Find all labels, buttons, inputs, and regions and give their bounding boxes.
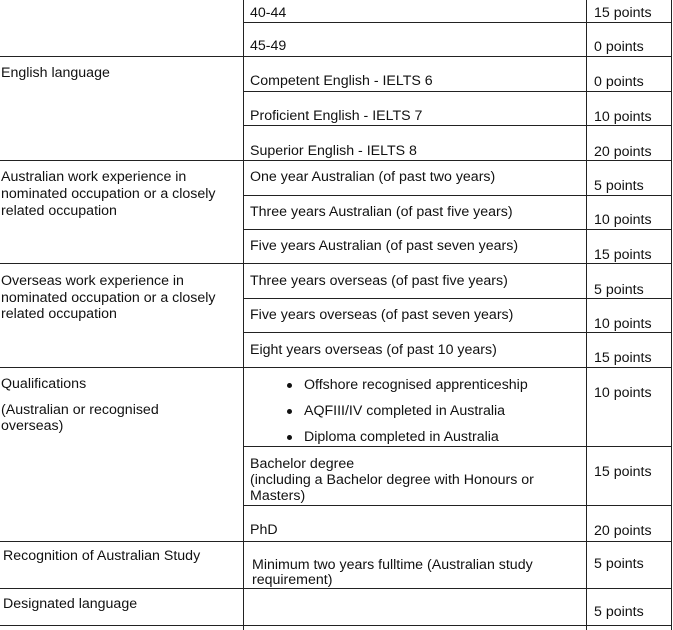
qualifications-factor-label: Qualifications xyxy=(1,376,87,392)
age-points: 15 points xyxy=(594,5,652,21)
qualifications-points: 10 points xyxy=(594,385,652,401)
overseas-work-criterion: Three years overseas (of past five years) xyxy=(250,273,508,289)
column-divider-right xyxy=(586,0,587,630)
subrow-border xyxy=(243,332,672,333)
qualification-bullet-item: Diploma completed in Australia xyxy=(304,429,499,445)
row-border xyxy=(0,160,672,161)
overseas-work-points: 10 points xyxy=(594,316,652,332)
aus-work-factor-label: Australian work experience in xyxy=(1,169,187,185)
aus-study-points: 5 points xyxy=(594,556,644,572)
aus-work-criterion: Five years Australian (of past seven years) xyxy=(250,238,519,254)
overseas-work-criterion: Five years overseas (of past seven years) xyxy=(250,307,514,323)
qualification-bullet-item: AQFIII/IV completed in Australia xyxy=(304,403,506,419)
english-criterion: Competent English - IELTS 6 xyxy=(250,73,433,89)
overseas-work-points: 5 points xyxy=(594,282,644,298)
aus-study-criterion: Minimum two years fulltime (Australian study xyxy=(252,557,533,573)
bullet-icon xyxy=(287,383,292,388)
row-border xyxy=(0,367,672,368)
designated-language-factor-label: Designated language xyxy=(3,596,138,612)
subrow-border xyxy=(243,505,672,506)
qualifications-factor-note: (Australian or recognised xyxy=(1,402,159,418)
table-right-border xyxy=(671,0,672,630)
aus-work-criterion: One year Australian (of past two years) xyxy=(250,169,496,185)
age-criterion: 40-44 xyxy=(250,5,287,21)
row-border xyxy=(0,541,672,542)
qualifications-factor-note: overseas) xyxy=(1,418,64,434)
overseas-work-criterion: Eight years overseas (of past 10 years) xyxy=(250,342,497,358)
row-border xyxy=(0,588,672,589)
aus-work-criterion: Three years Australian (of past five years) xyxy=(250,204,513,220)
age-criterion: 45-49 xyxy=(250,38,287,54)
qualification-bullet-item: Offshore recognised apprenticeship xyxy=(304,377,528,393)
bullet-icon xyxy=(287,409,292,414)
row-border xyxy=(0,625,672,626)
age-points: 0 points xyxy=(594,39,644,55)
aus-study-factor-label: Recognition of Australian Study xyxy=(3,548,201,564)
phd-points: 20 points xyxy=(594,523,652,539)
english-factor-label: English language xyxy=(1,65,110,81)
column-divider-left xyxy=(243,0,244,630)
subrow-border xyxy=(243,446,672,447)
bachelor-criterion: Masters) xyxy=(250,488,306,504)
english-criterion: Superior English - IELTS 8 xyxy=(250,143,417,159)
overseas-work-factor-label: related occupation xyxy=(1,306,117,322)
bachelor-points: 15 points xyxy=(594,464,652,480)
phd-criterion: PhD xyxy=(250,522,278,538)
aus-study-criterion: requirement) xyxy=(252,572,333,588)
overseas-work-factor-label: Overseas work experience in xyxy=(1,273,184,289)
aus-work-factor-label: nominated occupation or a closely xyxy=(1,186,216,202)
overseas-work-points: 15 points xyxy=(594,350,652,366)
subrow-border xyxy=(243,91,672,92)
aus-work-points: 10 points xyxy=(594,212,652,228)
row-border xyxy=(0,263,672,264)
subrow-border xyxy=(243,22,672,23)
aus-work-points: 5 points xyxy=(594,178,644,194)
subrow-border xyxy=(243,298,672,299)
bullet-icon xyxy=(287,435,292,440)
english-criterion: Proficient English - IELTS 7 xyxy=(250,108,423,124)
english-points: 20 points xyxy=(594,144,652,160)
bachelor-criterion: Bachelor degree xyxy=(250,456,355,472)
subrow-border xyxy=(243,125,672,126)
aus-work-points: 15 points xyxy=(594,247,652,263)
row-border xyxy=(0,56,672,57)
english-points: 0 points xyxy=(594,74,644,90)
bachelor-criterion: (including a Bachelor degree with Honours or xyxy=(250,472,534,488)
overseas-work-factor-label: nominated occupation or a closely xyxy=(1,290,216,306)
subrow-border xyxy=(243,229,672,230)
designated-language-points: 5 points xyxy=(594,604,644,620)
aus-work-factor-label: related occupation xyxy=(1,203,117,219)
subrow-border xyxy=(243,195,672,196)
english-points: 10 points xyxy=(594,109,652,125)
